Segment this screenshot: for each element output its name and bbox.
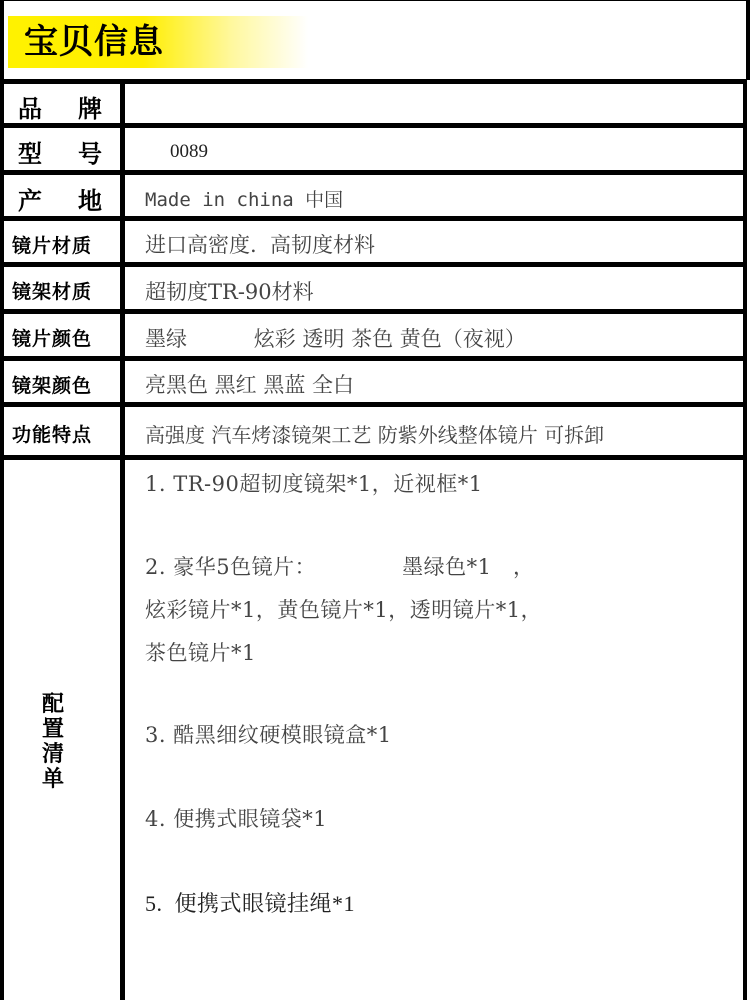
spec-row-frame-material (0, 262, 747, 314)
config-label-cell (0, 460, 125, 1000)
spec-label-lens-material: 镜片材质 (0, 221, 125, 267)
label-char: 产 (18, 186, 42, 215)
spec-value-frame-material: 超韧度TR-90材料 (125, 267, 747, 314)
label-char: 号 (78, 140, 102, 168)
spec-value-features: 高强度 汽车烤漆镜架工艺 防紫外线整体镜片 可拆卸 (125, 407, 747, 460)
spec-label-frame-material: 镜架材质 (0, 267, 125, 314)
config-item-3: 3. 酷黑细纹硬模眼镜盒*1 (145, 723, 392, 747)
spec-label-lens-color: 镜片颜色 (0, 314, 125, 361)
config-items (125, 460, 747, 1000)
config-item-2-line-2: 炫彩镜片*1，黄色镜片*1，透明镜片*1， (145, 598, 543, 622)
label-char: 单 (41, 766, 64, 792)
spec-row-brand (0, 79, 747, 128)
spec-label-features: 功能特点 (0, 407, 125, 460)
label-char: 清 (41, 741, 64, 767)
label-char: 品 (18, 94, 42, 123)
spec-label-brand (0, 84, 125, 128)
label-char: 置 (41, 716, 64, 742)
spec-label-frame-color: 镜架颜色 (0, 361, 125, 407)
config-item-2: 2. 豪华5色镜片： 墨绿色*1 ， (145, 555, 535, 579)
spec-value-model: 0089 (125, 128, 747, 175)
product-info-table (0, 79, 747, 1000)
spec-row-origin (0, 170, 747, 221)
spec-row-features (0, 402, 747, 460)
spec-label-origin (0, 175, 125, 221)
config-label (40, 692, 66, 792)
label-char: 配 (41, 691, 64, 717)
label-char: 牌 (78, 94, 102, 123)
config-item-5: 5. 便携式眼镜挂绳*1 (145, 891, 356, 916)
spec-label-model (0, 128, 125, 175)
spec-row-model (0, 123, 747, 175)
page-title: 宝贝信息 (24, 22, 164, 62)
spec-value-frame-color: 亮黑色 黑红 黑蓝 全白 (125, 361, 747, 407)
spec-value-lens-material: 进口高密度. 高韧度材料 (125, 221, 747, 267)
header-band (0, 0, 750, 80)
spec-row-lens-color (0, 309, 747, 361)
label-char: 型 (18, 140, 42, 168)
spec-row-frame-color (0, 356, 747, 407)
spec-value-lens-color: 墨绿 炫彩 透明 茶色 黄色（夜视） (125, 314, 747, 361)
spec-value-origin: Made in china 中国 (125, 175, 747, 221)
config-item-2-line-3: 茶色镜片*1 (145, 641, 256, 665)
config-item-1: 1. TR-90超韧度镜架*1，近视框*1 (145, 472, 483, 496)
config-list-row (0, 455, 747, 1000)
spec-value-brand (125, 84, 747, 128)
config-item-4: 4. 便携式眼镜袋*1 (145, 807, 328, 831)
label-char: 地 (78, 186, 102, 215)
spec-row-lens-material (0, 216, 747, 267)
